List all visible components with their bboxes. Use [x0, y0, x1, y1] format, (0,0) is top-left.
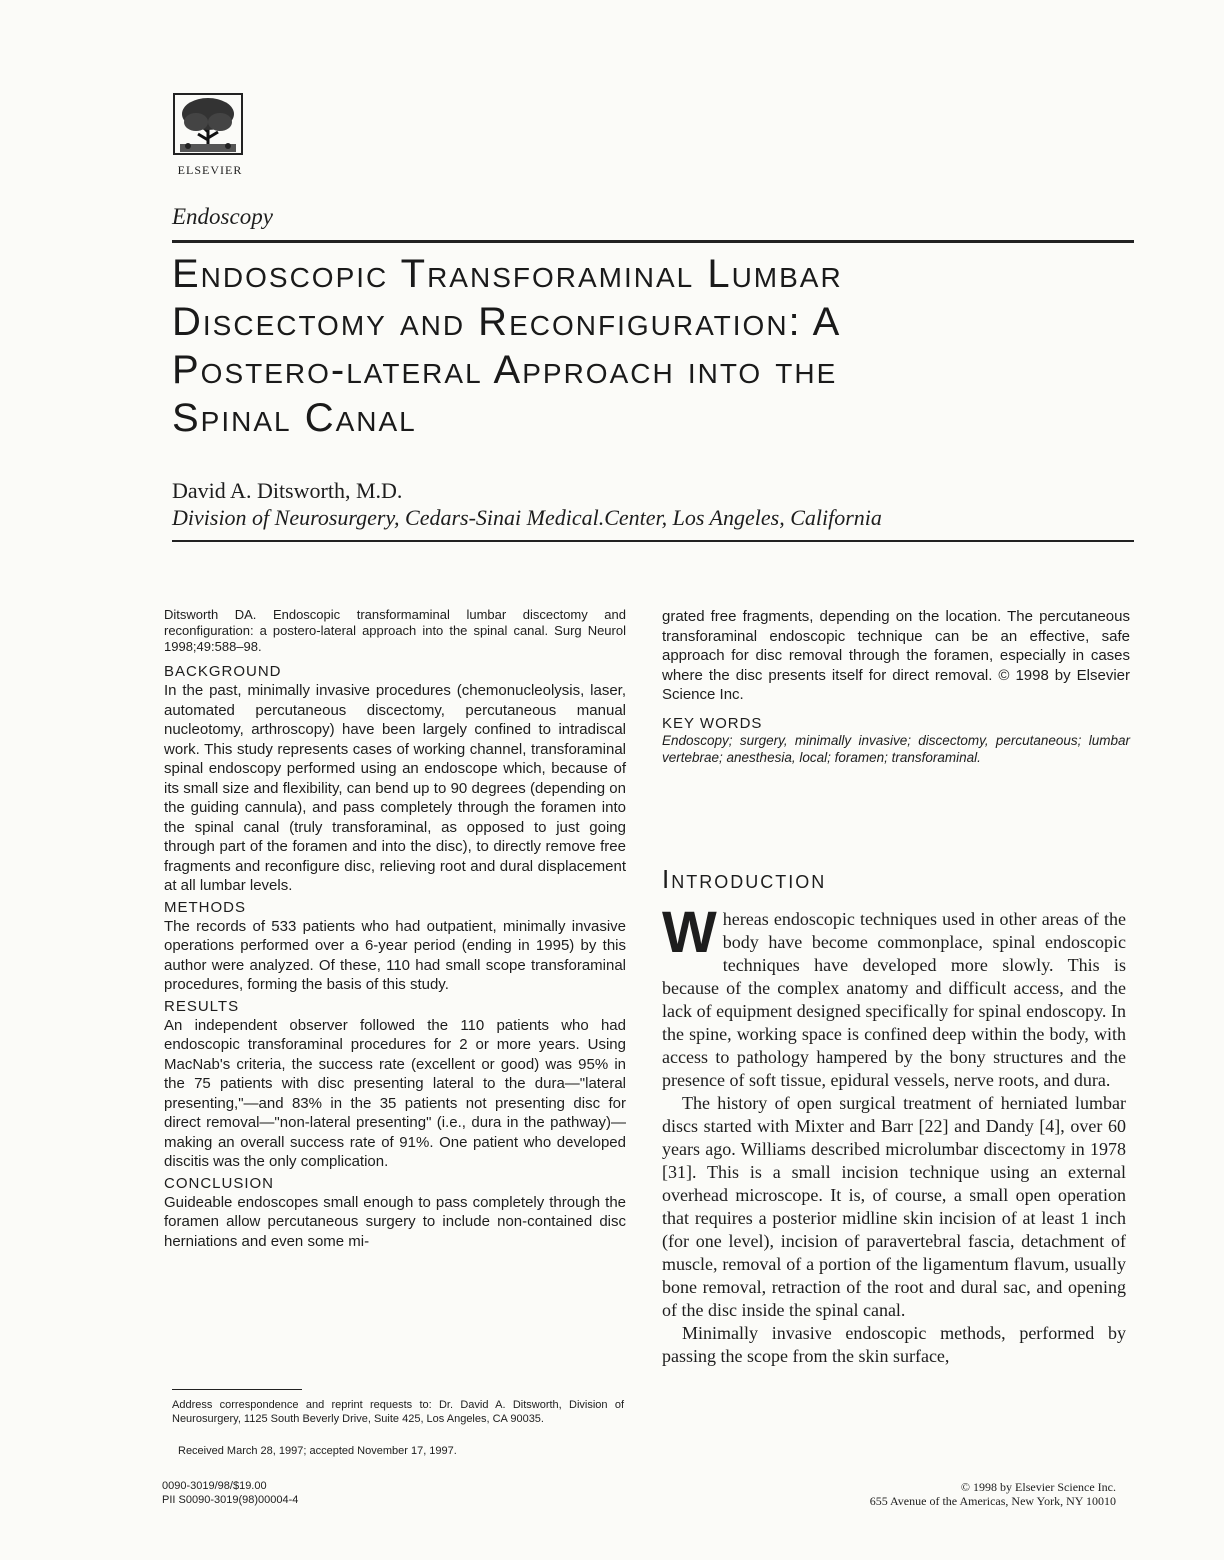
copyright-notice: © 1998 by Elsevier Science Inc. [960, 1480, 1116, 1494]
issn-code: 0090-3019/98/$19.00 [162, 1480, 267, 1492]
section-label: Endoscopy [172, 204, 273, 229]
keywords-text: Endoscopy; surgery, minimally invasive; discectomy, percutaneous; lumbar vertebrae; anesthesia, local; foramen; transforaminal. [662, 732, 1130, 765]
abstract-citation: Ditsworth DA. Endoscopic transformaminal lumbar discectomy and reconfiguration: a postero-lateral approach into the spinal canal. Surg Neurol 1998;49:588–98. [164, 607, 626, 654]
header-rule-top [172, 240, 1134, 243]
intro-paragraph-3: Minimally invasive endoscopic methods, performed by passing the scope from the skin surface, [662, 1323, 1126, 1366]
keywords-heading: KEY WORDS [662, 714, 763, 732]
introduction-body [662, 900, 1126, 1368]
publisher-logo-word: ELSEVIER [177, 163, 243, 177]
results-heading: RESULTS [164, 997, 240, 1015]
right-column-top [662, 607, 1130, 766]
background-text: In the past, minimally invasive procedures (chemonucleolysis, laser, automated percutaneous discectomy, percutaneous manual nucleotomy, arthroscopy) have been largely confined to intradiscal work. This study represents cases of working channel, transforaminal spinal endoscopy performed using an endoscope which, because of its small size and flexibility, can bend up to 90 degrees (depending on the guiding cannula), and pass completely through the foramen into the spinal canal (truly transforaminal, as opposed to just going through part of the foramen and into the disc), to directly remove free fragments and reconfigure disc, relieving root and dural displacement at all lumbar levels. [164, 682, 626, 894]
results-text: An independent observer followed the 110 patients who had endoscopic transforaminal procedures for 2 or more years. Using MacNab's criteria, the success rate (excellent or good) was 95% in the 75 patients with disc presenting lateral to the dura—"lateral presenting,"—and 83% in the 35 patients not presenting disc for direct removal—"non-lateral presenting" (i.e., dura in the pathway)—making an overall success rate of 91%. One patient who developed discitis was the only complication. [164, 1016, 626, 1170]
author-affiliation: Division of Neurosurgery, Cedars-Sinai Medical.Center, Los Angeles, California [172, 505, 882, 530]
header-rule-bottom [172, 540, 1134, 542]
pii-code: PII S0090-3019(98)00004-4 [162, 1494, 299, 1506]
article-title: Endoscopic Transforaminal Lumbar Discectomy and Reconfiguration: A Postero-lateral Approach into the Spinal Canal [172, 252, 843, 440]
conclusion-heading: CONCLUSION [164, 1174, 275, 1192]
introduction-heading: Introduction [662, 864, 827, 894]
abstract-column [164, 607, 626, 1251]
elsevier-tree-logo [172, 92, 244, 164]
intro-paragraph-1-text: hereas endoscopic techniques used in other areas of the body have become commonplace, spinal endoscopic techniques have developed more slowly. This is because of the complex anatomy and difficult access, and the lack of equipment designed specifically for spinal endoscopy. In the spine, working space is confined deep within the body, with access to pathology hampered by the bony structures and the presence of soft tissue, epidural vessels, nerve roots, and dura. [662, 909, 1126, 1090]
intro-paragraph-1 [662, 900, 1126, 1092]
intro-paragraph-2: The history of open surgical treatment of herniated lumbar discs started with Mixter and Barr [22] and Dandy [4], over 60 years ago. Williams described microlumbar discectomy in 1978 [31]. This is a small incision technique using an external overhead microscope. It is, of course, a small open operation that requires a posterior midline skin incision of at least 1 inch (for one level), incision of paravertebral fascia, detachment of muscle, removal of a portion of the ligamentum flavum, usually bone removal, retraction of the root and dural sac, and opening of the disc inside the spinal canal. [662, 1093, 1126, 1320]
background-heading: BACKGROUND [164, 663, 282, 680]
received-dates: Received March 28, 1997; accepted November 17, 1997. [178, 1445, 457, 1457]
conclusion-continued-text: grated free fragments, depending on the location. The percutaneous transforaminal endoscopic technique can be an effective, safe approach for disc removal through the foramen, especially in cases where the disc presents itself for direct removal. © 1998 by Elsevier Science Inc. [662, 608, 1130, 703]
drop-cap: W [662, 900, 717, 965]
correspondence-footnote: Address correspondence and reprint requests to: Dr. David A. Ditsworth, Division of Neurosurgery, 1125 South Beverly Drive, Suite 425, Los Angeles, CA 90035. [172, 1399, 624, 1425]
publisher-address: 655 Avenue of the Americas, New York, NY 10010 [869, 1494, 1116, 1508]
author-name: David A. Ditsworth, M.D. [172, 478, 403, 503]
footnote-rule [172, 1389, 302, 1390]
methods-text: The records of 533 patients who had outpatient, minimally invasive operations performed over a 6-year period (ending in 1995) by this author were analyzed. Of these, 110 had small scope transforaminal procedures, forming the basis of this study. [164, 917, 626, 993]
methods-heading: METHODS [164, 898, 246, 916]
conclusion-text: Guideable endoscopes small enough to pass completely through the foramen allow percutaneous surgery to include non-contained disc herniations and even some mi- [164, 1193, 626, 1250]
